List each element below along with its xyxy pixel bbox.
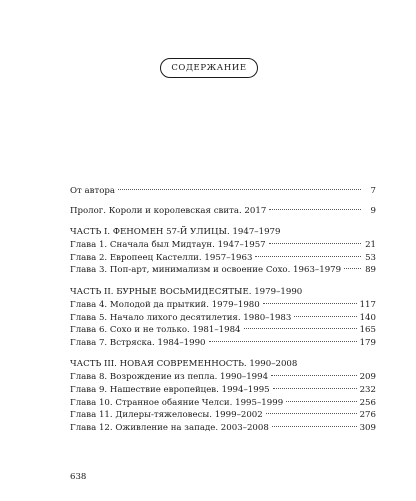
- toc-entry: [70, 299, 376, 312]
- toc-entry-page: 309: [359, 422, 376, 433]
- leader-dots: [263, 303, 357, 304]
- toc-entry-title: Глава 5. Начало лихого десятилетия. 1980–1983: [70, 312, 292, 323]
- toc-entry-page: 179: [359, 337, 376, 348]
- leader-dots: [244, 328, 357, 329]
- toc-entry-title: Глава 3. Поп-арт, минимализм и освоение Сохо. 1963–1979: [70, 265, 342, 276]
- table-of-contents: [70, 185, 376, 434]
- contents-heading: СОДЕРЖАНИЕ: [160, 58, 258, 78]
- leader-dots: [266, 413, 357, 414]
- page-number: 638: [70, 472, 87, 482]
- toc-entry: [70, 337, 376, 350]
- leader-dots: [286, 401, 356, 402]
- toc-entry-page: 21: [365, 240, 376, 251]
- toc-entry-title: Глава 4. Молодой да прыткий. 1979–1980: [70, 299, 260, 310]
- leader-dots: [269, 243, 361, 244]
- toc-entry-page: 7: [370, 186, 376, 196]
- part-heading: ЧАСТЬ I. ФЕНОМЕН 57-Й УЛИЦЫ. 1947–1979: [70, 227, 281, 238]
- toc-entry: [70, 252, 376, 265]
- toc-entry-page: 209: [359, 372, 376, 383]
- leader-dots: [272, 426, 357, 427]
- toc-entry-page: 232: [359, 384, 376, 395]
- toc-entry-page: 89: [365, 265, 376, 276]
- toc-entry-page: 140: [359, 312, 376, 323]
- toc-entry-title: Глава 2. Европеец Кастелли. 1957–1963: [70, 252, 253, 263]
- leader-dots: [118, 189, 361, 190]
- toc-entry-page: 53: [365, 252, 376, 263]
- leader-dots: [271, 375, 357, 376]
- part-heading: ЧАСТЬ III. НОВАЯ СОВРЕМЕННОСТЬ. 1990–2008: [70, 359, 298, 370]
- toc-entry: [70, 312, 376, 325]
- toc-entry-title: От автора: [70, 186, 116, 196]
- leader-dots: [255, 256, 361, 257]
- leader-dots: [294, 316, 356, 317]
- toc-entry: [70, 185, 376, 198]
- toc-entry: [70, 264, 376, 277]
- toc-entry-title: Глава 9. Нашествие европейцев. 1994–1995: [70, 384, 270, 395]
- toc-entry-page: 165: [359, 325, 376, 336]
- toc-entry-title: Глава 6. Сохо и не только. 1981–1984: [70, 325, 241, 336]
- leader-dots: [344, 268, 361, 269]
- toc-entry-page: 117: [359, 299, 376, 310]
- toc-entry-title: Глава 10. Странное обаяние Челси. 1995–1999: [70, 397, 284, 408]
- toc-entry-title: Пролог. Короли и королевская свита. 2017: [70, 205, 267, 216]
- toc-entry: [70, 205, 376, 218]
- toc-entry-title: Глава 1. Сначала был Мидтаун. 1947–1957: [70, 240, 266, 251]
- leader-dots: [273, 388, 357, 389]
- toc-entry-page: 9: [370, 205, 376, 216]
- toc-entry-title: Глава 7. Встряска. 1984–1990: [70, 337, 206, 348]
- toc-entry: [70, 384, 376, 397]
- toc-entry: [70, 409, 376, 422]
- leader-dots: [209, 341, 357, 342]
- toc-entry-title: Глава 12. Оживление на западе. 2003–2008: [70, 422, 269, 433]
- toc-entry-page: 276: [359, 410, 376, 421]
- part-heading: ЧАСТЬ II. БУРНЫЕ ВОСЬМИДЕСЯТЫЕ. 1979–1990: [70, 286, 303, 297]
- toc-entry: [70, 324, 376, 337]
- toc-entry: [70, 239, 376, 252]
- toc-entry-title: Глава 8. Возрождение из пепла. 1990–1994: [70, 372, 269, 383]
- leader-dots: [269, 209, 361, 210]
- toc-entry-page: 256: [359, 397, 376, 408]
- toc-entry: [70, 397, 376, 410]
- toc-entry: [70, 422, 376, 435]
- toc-entry: [70, 371, 376, 384]
- toc-entry-title: Глава 11. Дилеры-тяжеловесы. 1999–2002: [70, 410, 263, 421]
